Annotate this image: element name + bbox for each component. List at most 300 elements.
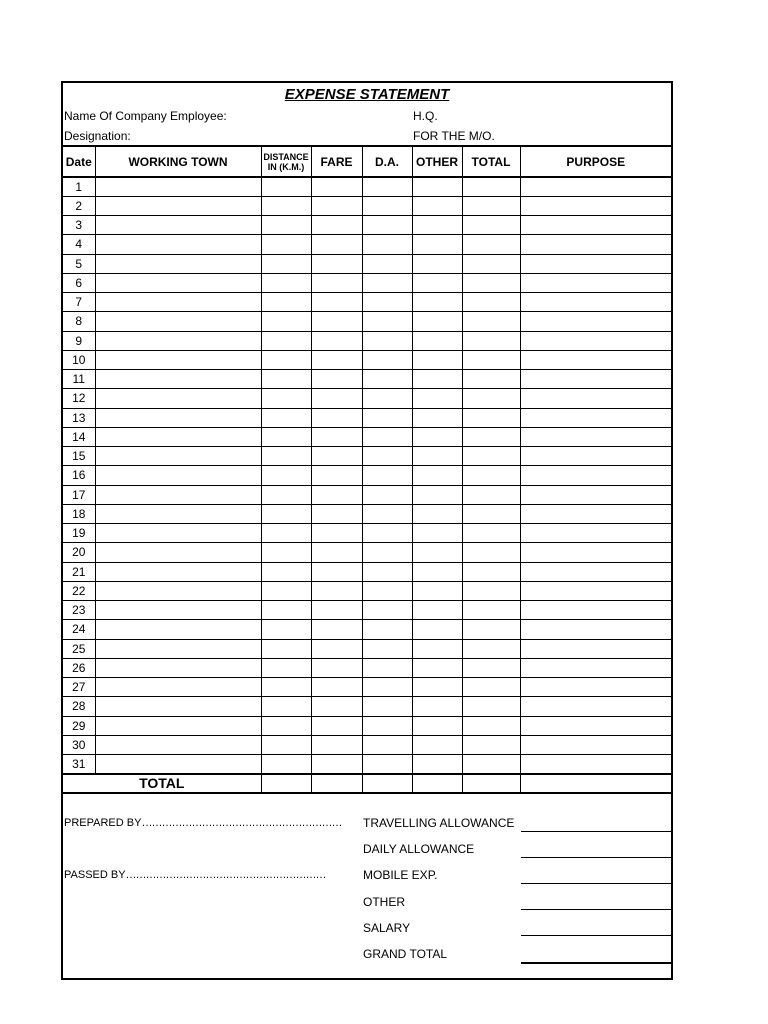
total-cell[interactable] bbox=[462, 678, 520, 697]
table-row bbox=[63, 678, 671, 697]
fare-cell[interactable] bbox=[311, 639, 362, 658]
total-cell[interactable] bbox=[462, 485, 520, 504]
other-cell[interactable] bbox=[412, 716, 462, 735]
total-cell[interactable] bbox=[462, 177, 520, 196]
other-cell[interactable] bbox=[412, 177, 462, 196]
other-cell[interactable] bbox=[412, 389, 462, 408]
working-town-cell[interactable] bbox=[95, 504, 261, 523]
da-cell[interactable] bbox=[362, 350, 412, 369]
table-row bbox=[63, 562, 671, 581]
distance-cell[interactable] bbox=[261, 254, 311, 273]
working-town-cell[interactable] bbox=[95, 350, 261, 369]
da-cell[interactable] bbox=[362, 601, 412, 620]
fare-cell[interactable] bbox=[311, 562, 362, 581]
working-town-cell[interactable] bbox=[95, 735, 261, 754]
other-cell[interactable] bbox=[412, 601, 462, 620]
summary-label: SALARY bbox=[363, 921, 411, 935]
working-town-cell[interactable] bbox=[95, 408, 261, 427]
working-town-cell[interactable] bbox=[95, 331, 261, 350]
purpose-cell[interactable] bbox=[520, 293, 671, 312]
other-cell[interactable] bbox=[412, 658, 462, 677]
prepared-by-label: PREPARED BY bbox=[64, 817, 142, 829]
other-cell[interactable] bbox=[412, 447, 462, 466]
da-cell[interactable] bbox=[362, 254, 412, 273]
da-cell[interactable] bbox=[362, 504, 412, 523]
other-cell[interactable] bbox=[412, 235, 462, 254]
distance-cell[interactable] bbox=[261, 216, 311, 235]
purpose-cell[interactable] bbox=[520, 601, 671, 620]
other-cell[interactable] bbox=[412, 639, 462, 658]
distance-cell[interactable] bbox=[261, 581, 311, 600]
summary-label: OTHER bbox=[363, 895, 405, 909]
other-cell[interactable] bbox=[412, 735, 462, 754]
purpose-cell[interactable] bbox=[520, 196, 671, 215]
purpose-cell[interactable] bbox=[520, 658, 671, 677]
purpose-cell[interactable] bbox=[520, 485, 671, 504]
distance-cell[interactable] bbox=[261, 370, 311, 389]
distance-cell[interactable] bbox=[261, 543, 311, 562]
working-town-cell[interactable] bbox=[95, 254, 261, 273]
total-cell[interactable] bbox=[462, 273, 520, 292]
purpose-cell[interactable] bbox=[520, 581, 671, 600]
working-town-cell[interactable] bbox=[95, 697, 261, 716]
other-cell[interactable] bbox=[412, 697, 462, 716]
working-town-cell[interactable] bbox=[95, 678, 261, 697]
fare-cell[interactable] bbox=[311, 350, 362, 369]
distance-cell[interactable] bbox=[261, 639, 311, 658]
summary-amount-line[interactable] bbox=[521, 962, 673, 964]
summary-amount-line[interactable] bbox=[521, 883, 673, 884]
total-distance-cell[interactable] bbox=[261, 774, 311, 793]
purpose-cell[interactable] bbox=[520, 735, 671, 754]
purpose-cell[interactable] bbox=[520, 216, 671, 235]
total-cell[interactable] bbox=[462, 620, 520, 639]
total-cell[interactable] bbox=[462, 312, 520, 331]
distance-cell[interactable] bbox=[261, 524, 311, 543]
working-town-cell[interactable] bbox=[95, 466, 261, 485]
purpose-cell[interactable] bbox=[520, 543, 671, 562]
da-cell[interactable] bbox=[362, 196, 412, 215]
table-row bbox=[63, 581, 671, 600]
da-cell[interactable] bbox=[362, 581, 412, 600]
da-cell[interactable] bbox=[362, 370, 412, 389]
other-cell[interactable] bbox=[412, 350, 462, 369]
date-cell: 9 bbox=[63, 331, 95, 350]
distance-cell[interactable] bbox=[261, 196, 311, 215]
summary-label: TRAVELLING ALLOWANCE bbox=[363, 816, 515, 830]
other-cell[interactable] bbox=[412, 755, 462, 774]
working-town-cell[interactable] bbox=[95, 196, 261, 215]
working-town-cell[interactable] bbox=[95, 716, 261, 735]
fare-cell[interactable] bbox=[311, 408, 362, 427]
working-town-cell[interactable] bbox=[95, 620, 261, 639]
purpose-cell[interactable] bbox=[520, 678, 671, 697]
total-cell[interactable] bbox=[462, 254, 520, 273]
other-cell[interactable] bbox=[412, 427, 462, 446]
employee-name-label: Name Of Company Employee: bbox=[64, 109, 227, 123]
da-cell[interactable] bbox=[362, 447, 412, 466]
distance-cell[interactable] bbox=[261, 273, 311, 292]
working-town-cell[interactable] bbox=[95, 524, 261, 543]
purpose-cell[interactable] bbox=[520, 331, 671, 350]
distance-cell[interactable] bbox=[261, 350, 311, 369]
other-cell[interactable] bbox=[412, 466, 462, 485]
total-cell[interactable] bbox=[462, 350, 520, 369]
date-cell: 14 bbox=[63, 427, 95, 446]
table-row bbox=[63, 196, 671, 215]
total-label: TOTAL bbox=[63, 774, 261, 793]
date-cell: 11 bbox=[63, 370, 95, 389]
distance-cell[interactable] bbox=[261, 601, 311, 620]
distance-cell[interactable] bbox=[261, 312, 311, 331]
da-cell[interactable] bbox=[362, 524, 412, 543]
da-cell[interactable] bbox=[362, 331, 412, 350]
da-cell[interactable] bbox=[362, 697, 412, 716]
distance-header-line1: DISTANCE bbox=[263, 151, 309, 162]
fare-cell[interactable] bbox=[311, 504, 362, 523]
passed-by-dots: …………………………………………………… bbox=[125, 869, 326, 881]
purpose-cell[interactable] bbox=[520, 639, 671, 658]
purpose-cell[interactable] bbox=[520, 350, 671, 369]
da-cell[interactable] bbox=[362, 427, 412, 446]
da-cell[interactable] bbox=[362, 639, 412, 658]
total-purpose-cell[interactable] bbox=[520, 774, 671, 793]
working-town-cell[interactable] bbox=[95, 543, 261, 562]
fare-cell[interactable] bbox=[311, 466, 362, 485]
total-cell[interactable] bbox=[462, 658, 520, 677]
summary-label: MOBILE EXP. bbox=[363, 868, 438, 882]
distance-cell[interactable] bbox=[261, 389, 311, 408]
total-cell[interactable] bbox=[462, 293, 520, 312]
total-other-cell[interactable] bbox=[412, 774, 462, 793]
fare-cell[interactable] bbox=[311, 447, 362, 466]
total-cell[interactable] bbox=[462, 735, 520, 754]
total-cell[interactable] bbox=[462, 601, 520, 620]
other-cell[interactable] bbox=[412, 216, 462, 235]
working-town-cell[interactable] bbox=[95, 293, 261, 312]
other-cell[interactable] bbox=[412, 581, 462, 600]
fare-cell[interactable] bbox=[311, 735, 362, 754]
distance-header-line2: IN (K.M.) bbox=[267, 161, 305, 172]
distance-cell[interactable] bbox=[261, 678, 311, 697]
da-cell[interactable] bbox=[362, 543, 412, 562]
date-cell: 5 bbox=[63, 254, 95, 273]
other-cell[interactable] bbox=[412, 620, 462, 639]
purpose-cell[interactable] bbox=[520, 427, 671, 446]
fare-cell[interactable] bbox=[311, 697, 362, 716]
fare-cell[interactable] bbox=[311, 620, 362, 639]
date-cell: 25 bbox=[63, 639, 95, 658]
working-town-cell[interactable] bbox=[95, 581, 261, 600]
total-cell[interactable] bbox=[462, 543, 520, 562]
fare-cell[interactable] bbox=[311, 716, 362, 735]
table-row bbox=[63, 408, 671, 427]
da-cell[interactable] bbox=[362, 466, 412, 485]
da-cell[interactable] bbox=[362, 755, 412, 774]
column-header-distance bbox=[261, 146, 311, 177]
expense-table bbox=[63, 145, 671, 794]
da-cell[interactable] bbox=[362, 620, 412, 639]
working-town-cell[interactable] bbox=[95, 485, 261, 504]
fare-cell[interactable] bbox=[311, 312, 362, 331]
fare-cell[interactable] bbox=[311, 524, 362, 543]
other-cell[interactable] bbox=[412, 485, 462, 504]
working-town-cell[interactable] bbox=[95, 658, 261, 677]
da-cell[interactable] bbox=[362, 678, 412, 697]
date-cell: 16 bbox=[63, 466, 95, 485]
table-row bbox=[63, 177, 671, 196]
working-town-cell[interactable] bbox=[95, 312, 261, 331]
fare-cell[interactable] bbox=[311, 755, 362, 774]
table-row bbox=[63, 697, 671, 716]
fare-cell[interactable] bbox=[311, 427, 362, 446]
table-row bbox=[63, 370, 671, 389]
other-cell[interactable] bbox=[412, 293, 462, 312]
distance-cell[interactable] bbox=[261, 735, 311, 754]
da-cell[interactable] bbox=[362, 658, 412, 677]
other-cell[interactable] bbox=[412, 504, 462, 523]
date-cell: 30 bbox=[63, 735, 95, 754]
distance-cell[interactable] bbox=[261, 620, 311, 639]
purpose-cell[interactable] bbox=[520, 447, 671, 466]
distance-cell[interactable] bbox=[261, 697, 311, 716]
fare-cell[interactable] bbox=[311, 678, 362, 697]
table-row bbox=[63, 466, 671, 485]
distance-cell[interactable] bbox=[261, 331, 311, 350]
total-cell[interactable] bbox=[462, 427, 520, 446]
prepared-by-line[interactable] bbox=[64, 817, 341, 829]
da-cell[interactable] bbox=[362, 312, 412, 331]
summary-label: GRAND TOTAL bbox=[363, 947, 448, 961]
total-cell[interactable] bbox=[462, 216, 520, 235]
total-cell[interactable] bbox=[462, 697, 520, 716]
table-row bbox=[63, 350, 671, 369]
distance-cell[interactable] bbox=[261, 716, 311, 735]
column-header-purpose: PURPOSE bbox=[520, 146, 671, 177]
other-cell[interactable] bbox=[412, 543, 462, 562]
da-cell[interactable] bbox=[362, 735, 412, 754]
hq-label: H.Q. bbox=[413, 109, 438, 123]
fare-cell[interactable] bbox=[311, 370, 362, 389]
date-cell: 17 bbox=[63, 485, 95, 504]
da-cell[interactable] bbox=[362, 389, 412, 408]
purpose-cell[interactable] bbox=[520, 370, 671, 389]
other-cell[interactable] bbox=[412, 331, 462, 350]
distance-cell[interactable] bbox=[261, 447, 311, 466]
for-month-label: FOR THE M/O. bbox=[413, 129, 495, 143]
purpose-cell[interactable] bbox=[520, 312, 671, 331]
purpose-cell[interactable] bbox=[520, 716, 671, 735]
working-town-cell[interactable] bbox=[95, 370, 261, 389]
table-row bbox=[63, 254, 671, 273]
other-cell[interactable] bbox=[412, 254, 462, 273]
other-cell[interactable] bbox=[412, 408, 462, 427]
working-town-cell[interactable] bbox=[95, 235, 261, 254]
date-cell: 22 bbox=[63, 581, 95, 600]
total-cell[interactable] bbox=[462, 466, 520, 485]
other-cell[interactable] bbox=[412, 370, 462, 389]
total-cell[interactable] bbox=[462, 504, 520, 523]
purpose-cell[interactable] bbox=[520, 389, 671, 408]
date-cell: 4 bbox=[63, 235, 95, 254]
total-cell[interactable] bbox=[462, 447, 520, 466]
table-row bbox=[63, 639, 671, 658]
other-cell[interactable] bbox=[412, 196, 462, 215]
fare-cell[interactable] bbox=[311, 293, 362, 312]
fare-cell[interactable] bbox=[311, 389, 362, 408]
total-cell[interactable] bbox=[462, 196, 520, 215]
working-town-cell[interactable] bbox=[95, 273, 261, 292]
da-cell[interactable] bbox=[362, 716, 412, 735]
total-da-cell[interactable] bbox=[362, 774, 412, 793]
table-row bbox=[63, 273, 671, 292]
date-cell: 12 bbox=[63, 389, 95, 408]
purpose-cell[interactable] bbox=[520, 408, 671, 427]
table-row bbox=[63, 620, 671, 639]
distance-cell[interactable] bbox=[261, 658, 311, 677]
working-town-cell[interactable] bbox=[95, 216, 261, 235]
distance-cell[interactable] bbox=[261, 235, 311, 254]
total-cell[interactable] bbox=[462, 562, 520, 581]
other-cell[interactable] bbox=[412, 273, 462, 292]
purpose-cell[interactable] bbox=[520, 466, 671, 485]
table-row bbox=[63, 485, 671, 504]
fare-cell[interactable] bbox=[311, 196, 362, 215]
fare-cell[interactable] bbox=[311, 235, 362, 254]
purpose-cell[interactable] bbox=[520, 620, 671, 639]
fare-cell[interactable] bbox=[311, 273, 362, 292]
da-cell[interactable] bbox=[362, 562, 412, 581]
summary-amount-line[interactable] bbox=[521, 935, 673, 936]
working-town-cell[interactable] bbox=[95, 562, 261, 581]
table-row bbox=[63, 427, 671, 446]
fare-cell[interactable] bbox=[311, 543, 362, 562]
table-row bbox=[63, 216, 671, 235]
working-town-cell[interactable] bbox=[95, 177, 261, 196]
distance-cell[interactable] bbox=[261, 293, 311, 312]
other-cell[interactable] bbox=[412, 562, 462, 581]
total-cell[interactable] bbox=[462, 331, 520, 350]
date-cell: 28 bbox=[63, 697, 95, 716]
total-cell[interactable] bbox=[462, 235, 520, 254]
table-row bbox=[63, 504, 671, 523]
passed-by-line[interactable] bbox=[64, 869, 326, 881]
column-header-other: OTHER bbox=[412, 146, 462, 177]
total-cell[interactable] bbox=[462, 639, 520, 658]
fare-cell[interactable] bbox=[311, 485, 362, 504]
da-cell[interactable] bbox=[362, 235, 412, 254]
da-cell[interactable] bbox=[362, 293, 412, 312]
table-row bbox=[63, 658, 671, 677]
working-town-cell[interactable] bbox=[95, 755, 261, 774]
date-cell: 31 bbox=[63, 755, 95, 774]
summary-amount-line[interactable] bbox=[521, 909, 673, 910]
distance-cell[interactable] bbox=[261, 504, 311, 523]
date-cell: 6 bbox=[63, 273, 95, 292]
purpose-cell[interactable] bbox=[520, 524, 671, 543]
table-row bbox=[63, 293, 671, 312]
total-cell[interactable] bbox=[462, 755, 520, 774]
distance-cell[interactable] bbox=[261, 177, 311, 196]
total-cell[interactable] bbox=[462, 370, 520, 389]
da-cell[interactable] bbox=[362, 216, 412, 235]
working-town-cell[interactable] bbox=[95, 639, 261, 658]
fare-cell[interactable] bbox=[311, 581, 362, 600]
summary-amount-line[interactable] bbox=[521, 831, 673, 832]
table-row bbox=[63, 601, 671, 620]
total-cell[interactable] bbox=[462, 581, 520, 600]
working-town-cell[interactable] bbox=[95, 601, 261, 620]
date-cell: 10 bbox=[63, 350, 95, 369]
total-fare-cell[interactable] bbox=[311, 774, 362, 793]
distance-cell[interactable] bbox=[261, 562, 311, 581]
date-cell: 2 bbox=[63, 196, 95, 215]
date-cell: 15 bbox=[63, 447, 95, 466]
purpose-cell[interactable] bbox=[520, 177, 671, 196]
da-cell[interactable] bbox=[362, 408, 412, 427]
distance-cell[interactable] bbox=[261, 755, 311, 774]
purpose-cell[interactable] bbox=[520, 697, 671, 716]
date-cell: 24 bbox=[63, 620, 95, 639]
working-town-cell[interactable] bbox=[95, 447, 261, 466]
purpose-cell[interactable] bbox=[520, 235, 671, 254]
date-cell: 3 bbox=[63, 216, 95, 235]
distance-cell[interactable] bbox=[261, 466, 311, 485]
da-cell[interactable] bbox=[362, 485, 412, 504]
fare-cell[interactable] bbox=[311, 254, 362, 273]
date-cell: 18 bbox=[63, 504, 95, 523]
date-cell: 19 bbox=[63, 524, 95, 543]
fare-cell[interactable] bbox=[311, 658, 362, 677]
total-cell[interactable] bbox=[462, 524, 520, 543]
other-cell[interactable] bbox=[412, 678, 462, 697]
table-row bbox=[63, 235, 671, 254]
table-row bbox=[63, 524, 671, 543]
other-cell[interactable] bbox=[412, 524, 462, 543]
distance-cell[interactable] bbox=[261, 427, 311, 446]
total-total-cell[interactable] bbox=[462, 774, 520, 793]
fare-cell[interactable] bbox=[311, 216, 362, 235]
working-town-cell[interactable] bbox=[95, 389, 261, 408]
purpose-cell[interactable] bbox=[520, 755, 671, 774]
da-cell[interactable] bbox=[362, 177, 412, 196]
column-header-fare: FARE bbox=[311, 146, 362, 177]
summary-amount-line[interactable] bbox=[521, 857, 673, 858]
purpose-cell[interactable] bbox=[520, 273, 671, 292]
distance-cell[interactable] bbox=[261, 408, 311, 427]
fare-cell[interactable] bbox=[311, 331, 362, 350]
other-cell[interactable] bbox=[412, 312, 462, 331]
total-cell[interactable] bbox=[462, 389, 520, 408]
designation-label: Designation: bbox=[64, 129, 131, 143]
working-town-cell[interactable] bbox=[95, 427, 261, 446]
date-cell: 27 bbox=[63, 678, 95, 697]
da-cell[interactable] bbox=[362, 273, 412, 292]
table-row bbox=[63, 312, 671, 331]
table-row bbox=[63, 447, 671, 466]
total-row bbox=[63, 774, 671, 793]
fare-cell[interactable] bbox=[311, 601, 362, 620]
purpose-cell[interactable] bbox=[520, 562, 671, 581]
table-row bbox=[63, 716, 671, 735]
purpose-cell[interactable] bbox=[520, 504, 671, 523]
fare-cell[interactable] bbox=[311, 177, 362, 196]
total-cell[interactable] bbox=[462, 716, 520, 735]
total-cell[interactable] bbox=[462, 408, 520, 427]
date-cell: 29 bbox=[63, 716, 95, 735]
distance-cell[interactable] bbox=[261, 485, 311, 504]
purpose-cell[interactable] bbox=[520, 254, 671, 273]
